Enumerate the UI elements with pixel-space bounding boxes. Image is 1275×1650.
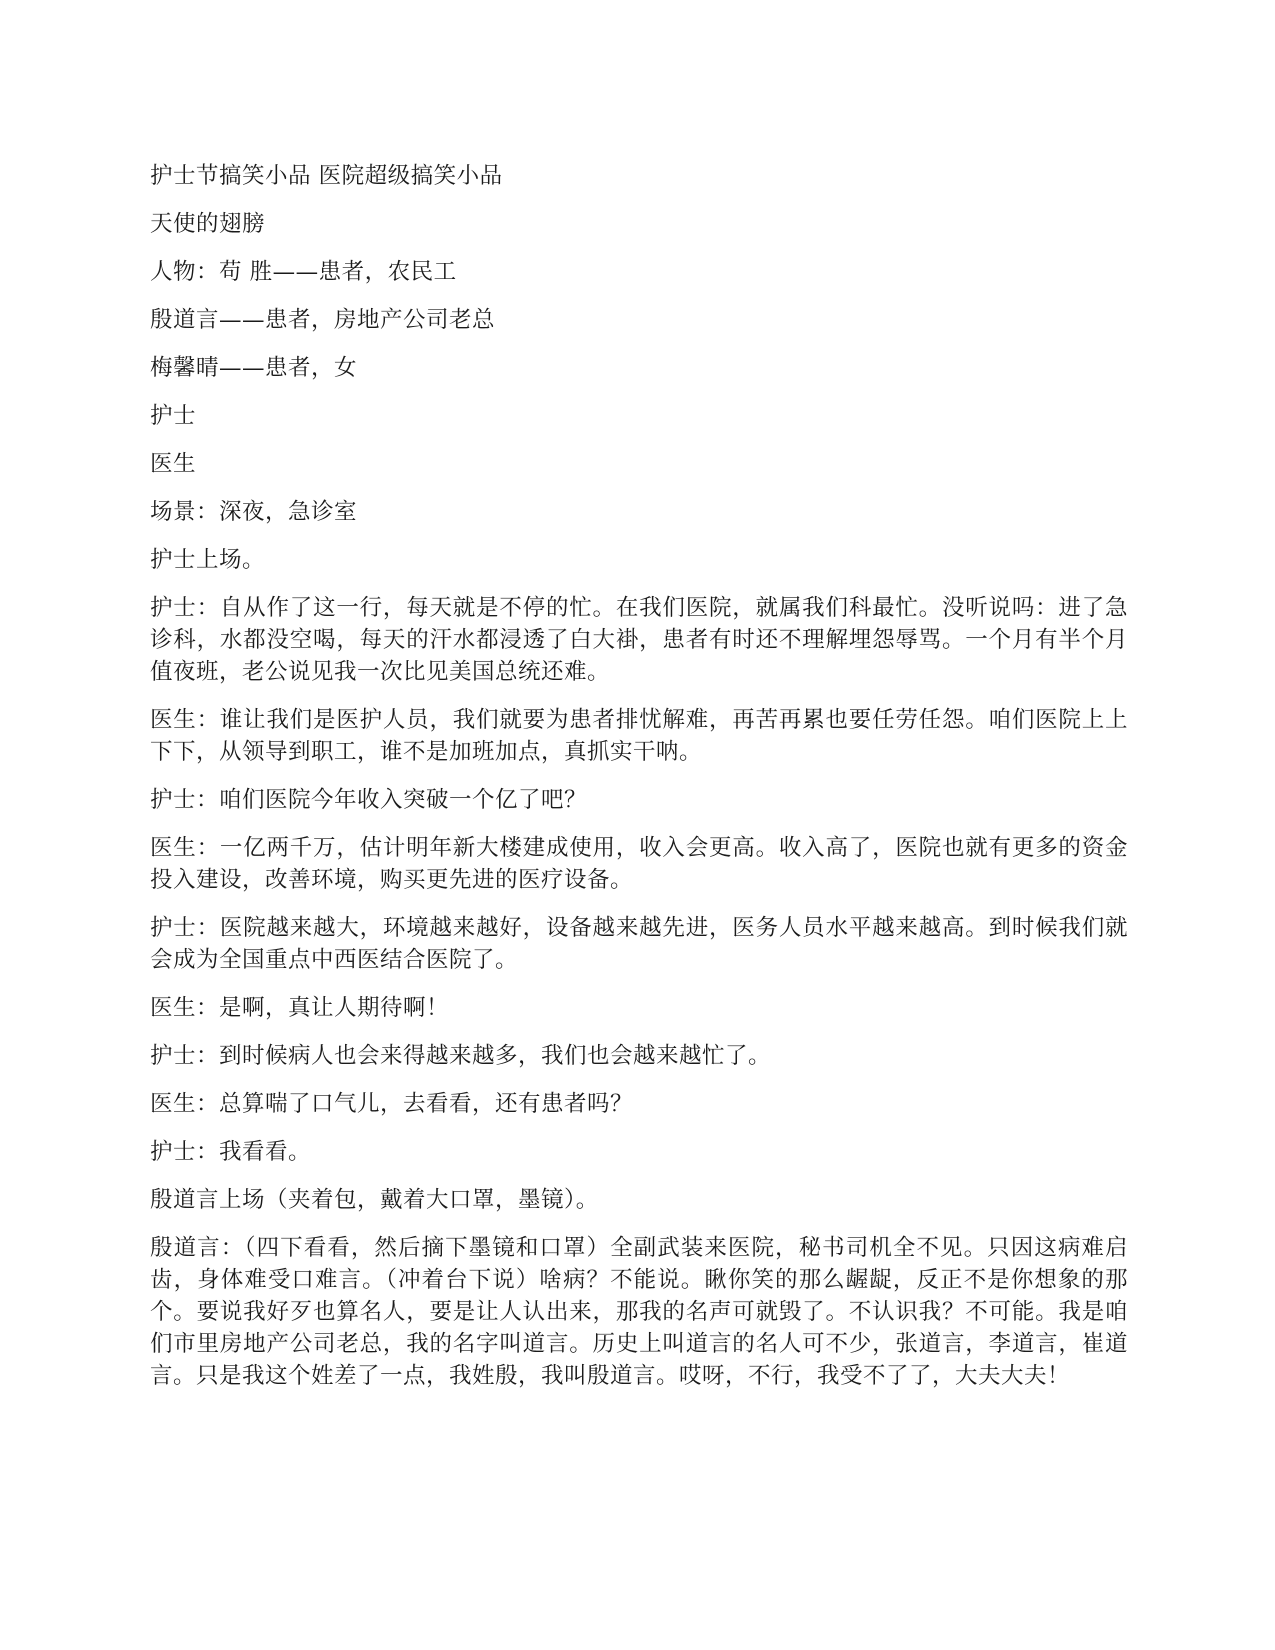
stage-direction: 护士上场。: [150, 547, 266, 573]
dialogue-line: 护士：咱们医院今年收入突破一个亿了吧？: [150, 787, 588, 813]
dialogue-line: 护士：到时候病人也会来得越来越多，我们也会越来越忙了。: [150, 1043, 772, 1069]
character-list-item: 医生: [150, 451, 197, 477]
character-list-item: 护士: [150, 403, 197, 429]
scene-setting: 场景：深夜，急诊室: [150, 499, 358, 525]
document-title: 护士节搞笑小品 医院超级搞笑小品: [150, 163, 503, 189]
character-list-item: 殷道言——患者，房地产公司老总: [150, 307, 496, 333]
dialogue-line: 医生：是啊，真让人期待啊！: [150, 995, 450, 1021]
dialogue-line: 护士：我看看。: [150, 1139, 312, 1165]
character-list-item: 梅馨晴——患者，女: [150, 355, 358, 381]
stage-direction: 殷道言上场（夹着包，戴着大口罩，墨镜）。: [150, 1187, 599, 1213]
dialogue-line: 护士：自从作了这一行，每天就是不停的忙。在我们医院，就属我们科最忙。没听说吗：进了急诊科，水都没空喝，每天的汗水都浸透了白大褂，患者有时还不理解埋怨辱骂。一个月有半个月值夜班，老公说见我一次比见美国总统还难。: [150, 595, 1128, 685]
dialogue-line: 医生：总算喘了口气儿，去看看，还有患者吗？: [150, 1091, 634, 1117]
document-page: [150, 160, 1128, 1408]
dialogue-line: 医生：谁让我们是医护人员，我们就要为患者排忧解难，再苦再累也要任劳任怨。咱们医院上上下下，从领导到职工，谁不是加班加点，真抓实干呐。: [150, 707, 1128, 765]
dialogue-line: 医生：一亿两千万，估计明年新大楼建成使用，收入会更高。收入高了，医院也就有更多的资金投入建设，改善环境，购买更先进的医疗设备。: [150, 835, 1128, 893]
dialogue-line: 护士：医院越来越大，环境越来越好，设备越来越先进，医务人员水平越来越高。到时候我们就会成为全国重点中西医结合医院了。: [150, 915, 1128, 973]
dialogue-line: 殷道言：（四下看看，然后摘下墨镜和口罩）全副武装来医院，秘书司机全不见。只因这病难启齿，身体难受口难言。（冲着台下说）啥病？不能说。瞅你笑的那么龌龊，反正不是你想象的那个。要说我好歹也算名人，要是让人认出来，那我的名声可就毁了。不认识我？不可能。我是咱们市里房地产公司老总，我的名字叫道言。历史上叫道言的名人可不少，张道言，李道言，崔道言。只是我这个姓差了一点，我姓殷，我叫殷道言。哎呀，不行，我受不了了，大夫大夫！: [150, 1235, 1128, 1389]
character-list-item: 人物：苟 胜——患者，农民工: [150, 259, 457, 285]
play-title: 天使的翅膀: [150, 211, 266, 237]
